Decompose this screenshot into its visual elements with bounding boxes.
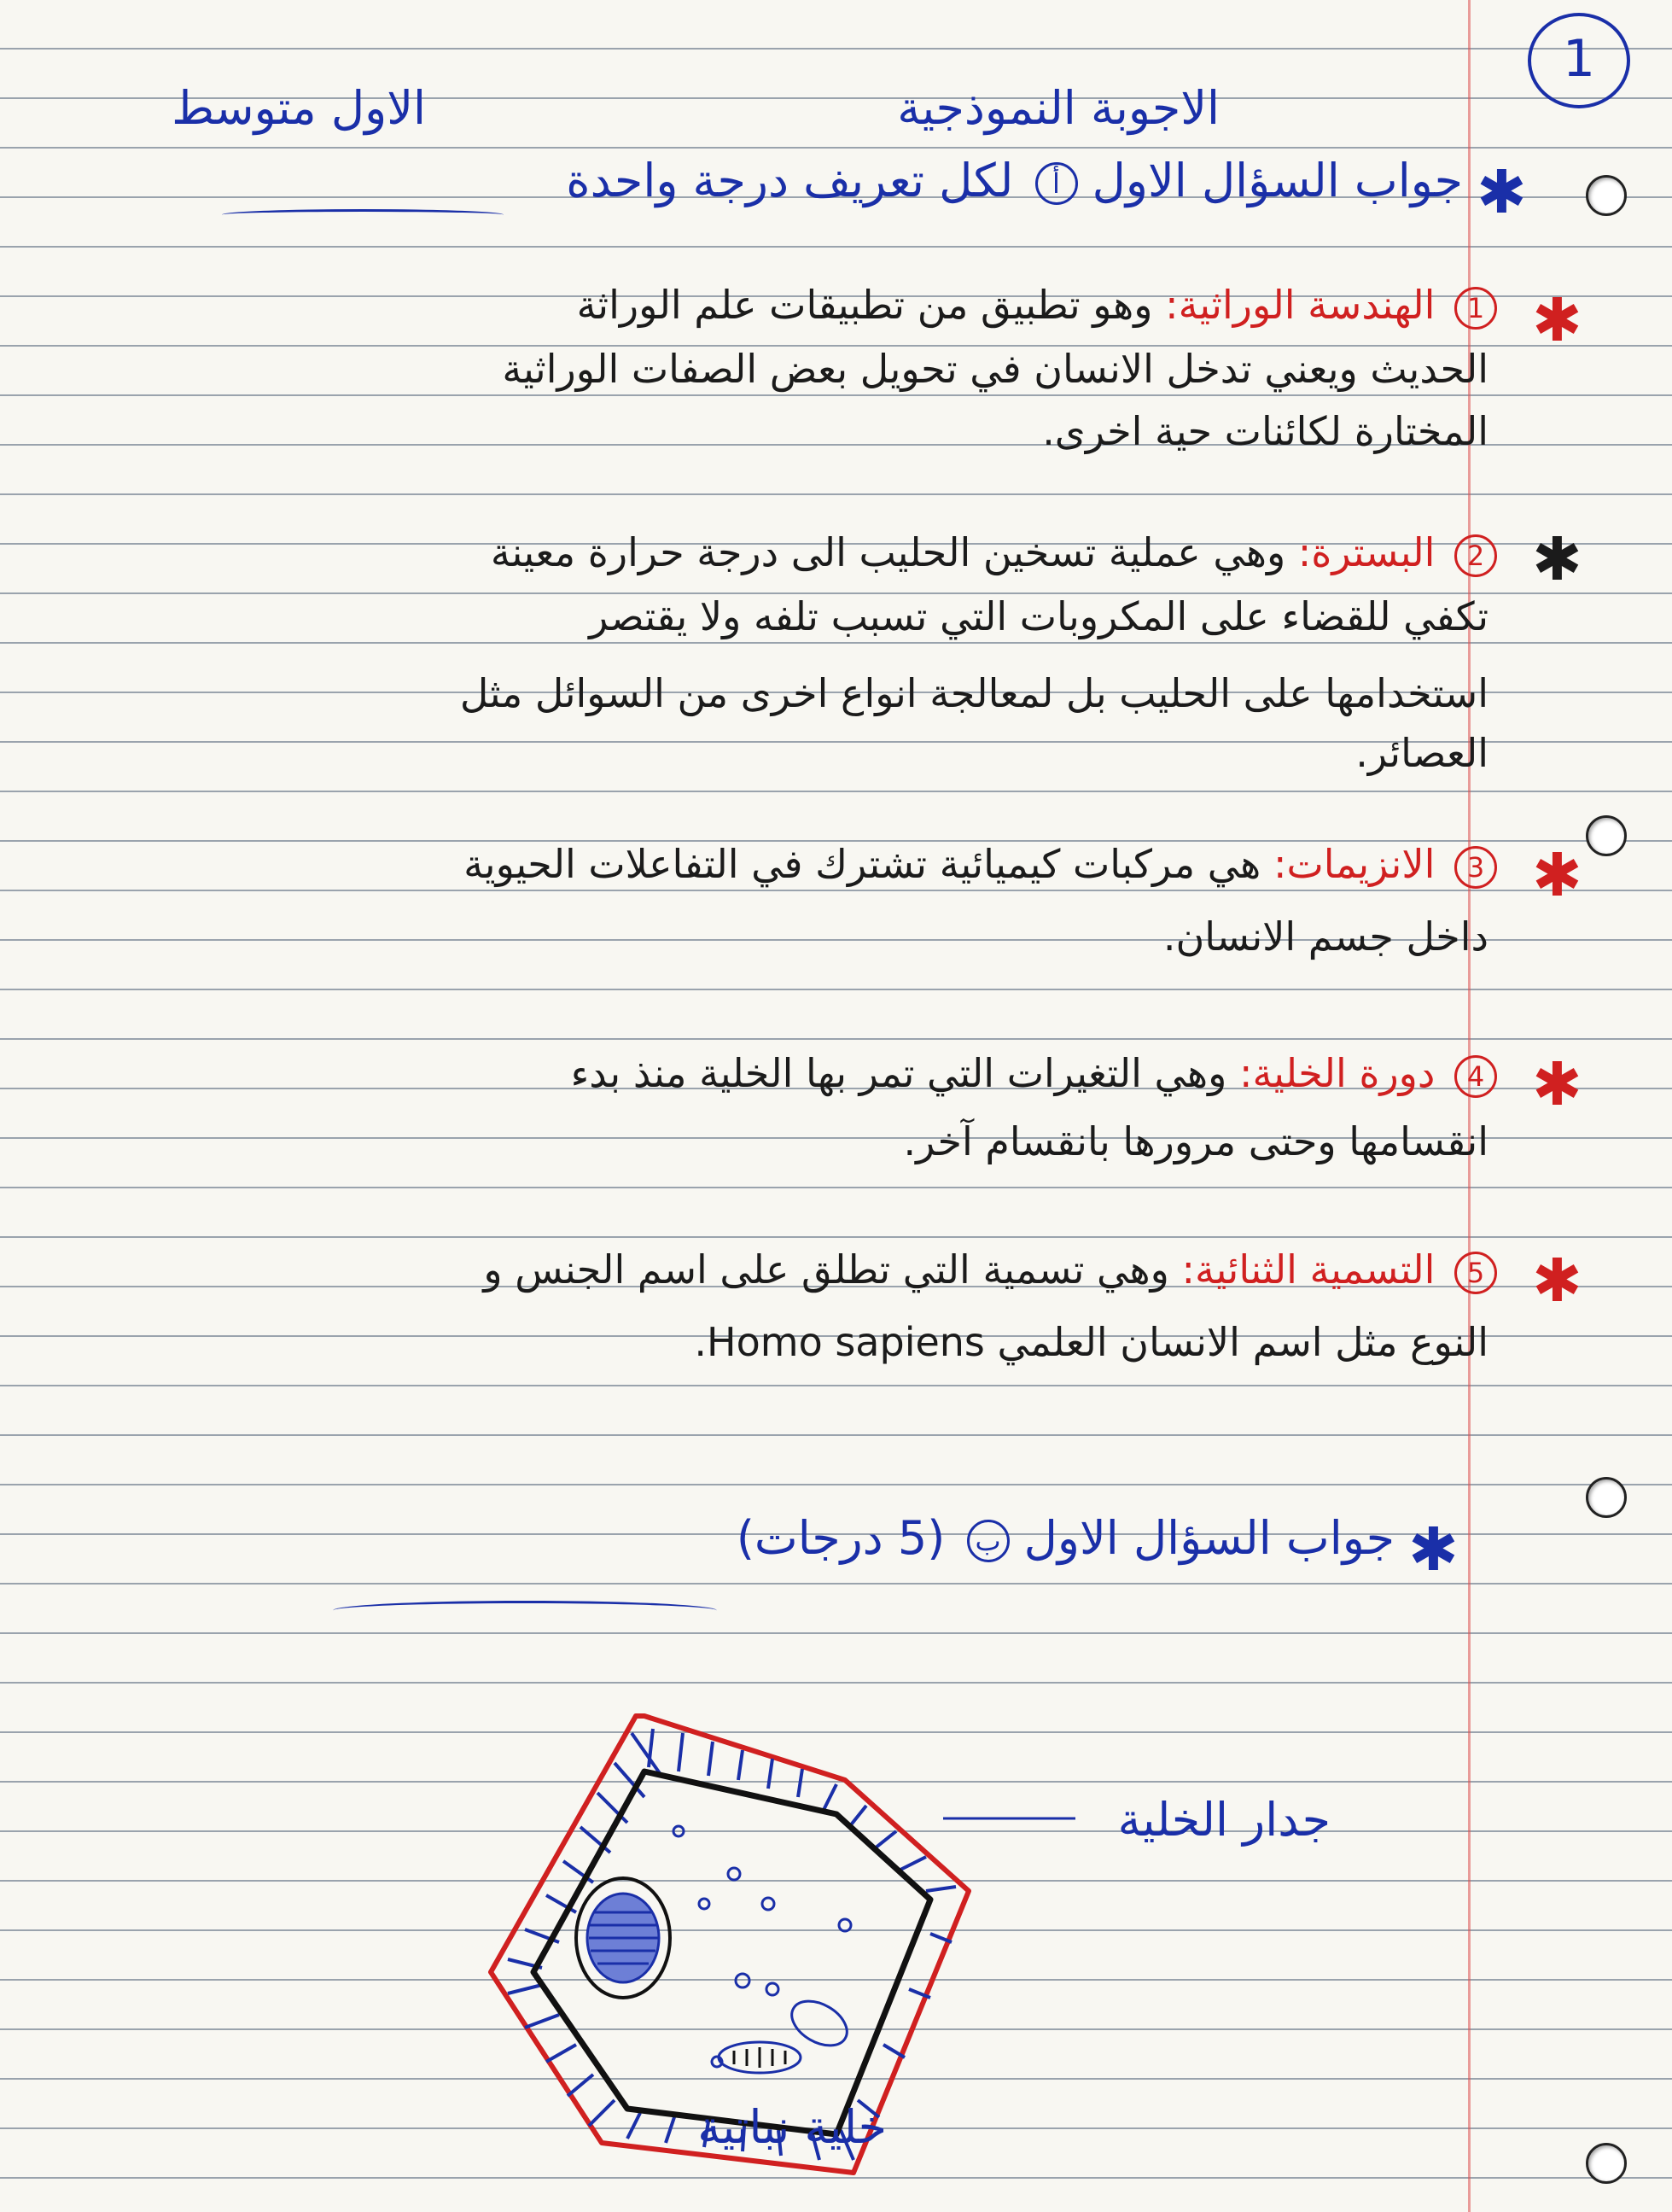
marks-underline xyxy=(333,1601,717,1620)
binder-hole xyxy=(1586,175,1627,216)
definition-1-text: وهو تطبيق من تطبيقات علم الوراثة xyxy=(576,282,1153,328)
definition-4-term: دورة الخلية: xyxy=(1238,1050,1436,1096)
q1b-branch: ب xyxy=(967,1520,1010,1562)
binder-hole xyxy=(1586,1477,1627,1518)
grade-label: الاول متوسط xyxy=(172,81,426,135)
definition-1-line-3: المختارة لكائنات حية اخرى. xyxy=(1042,408,1488,454)
asterisk-icon: ✱ xyxy=(1408,1515,1459,1585)
definition-5-number: 5 xyxy=(1454,1252,1497,1294)
definition-1-line-1 xyxy=(577,282,1497,330)
binder-hole xyxy=(1586,2143,1627,2184)
definition-1-term: الهندسة الوراثية: xyxy=(1165,282,1436,328)
q1b-heading xyxy=(737,1511,1395,1565)
definition-2-line-3: استخدامها على الحليب بل لمعالجة انواع اخرى من السوائل مثل xyxy=(459,670,1488,716)
asterisk-icon: ✱ xyxy=(1477,157,1527,227)
definition-2-line-1 xyxy=(491,529,1497,577)
definition-2-line-2: تكفي للقضاء على المكروبات التي تسبب تلفه ولا يقتصر xyxy=(589,593,1488,639)
definition-1-line-2: الحديث ويعني تدخل الانسان في تحويل بعض الصفات الوراثية xyxy=(502,346,1488,392)
q1a-marks: لكل تعريف درجة واحدة xyxy=(566,154,1014,207)
page-number: 1 xyxy=(1528,13,1630,108)
binder-hole xyxy=(1586,815,1627,856)
definition-2-text: وهي عملية تسخين الحليب الى درجة حرارة معينة xyxy=(490,529,1286,575)
definition-5-line-1 xyxy=(483,1246,1497,1294)
mitochondria-hatch xyxy=(734,2047,785,2068)
definition-3-term: الانزيمات: xyxy=(1273,841,1436,887)
asterisk-icon: ✱ xyxy=(1532,1049,1582,1119)
q1b-title: جواب السؤال الاول xyxy=(1023,1511,1395,1565)
definition-1-number: 1 xyxy=(1454,287,1497,330)
definition-3-number: 3 xyxy=(1454,846,1497,889)
definition-4-text: وهي التغيرات التي تمر بها الخلية منذ بدء xyxy=(570,1050,1227,1096)
definition-5-text: وهي تسمية التي تطلق على اسم الجنس و xyxy=(483,1246,1169,1293)
definition-3-line-1 xyxy=(463,841,1497,889)
page-title: الاجوبة النموذجية xyxy=(897,81,1220,135)
cell-wall-label: جدار الخلية xyxy=(1117,1793,1331,1847)
q1a-branch: أ xyxy=(1035,162,1078,205)
definition-2-number: 2 xyxy=(1454,534,1497,577)
definition-2-term: البسترة: xyxy=(1297,529,1436,575)
definition-5-line-2: النوع مثل اسم الانسان العلمي Homo sapiens. xyxy=(694,1319,1488,1365)
definition-5-term: التسمية الثنائية: xyxy=(1181,1246,1436,1293)
definition-4-line-1 xyxy=(571,1050,1497,1098)
marks-underline xyxy=(222,209,504,220)
diagram-caption: خلية نباتية xyxy=(697,2100,887,2154)
q1b-marks: (5 درجات) xyxy=(736,1511,946,1565)
definition-4-number: 4 xyxy=(1454,1055,1497,1098)
asterisk-icon: ✱ xyxy=(1532,840,1582,910)
organelles xyxy=(673,1826,854,2073)
q1a-heading xyxy=(566,154,1463,207)
asterisk-icon: ✱ xyxy=(1532,524,1582,594)
definition-2-line-4: العصائر. xyxy=(1355,730,1488,776)
definition-3-line-2: داخل جسم الانسان. xyxy=(1162,913,1488,960)
asterisk-icon: ✱ xyxy=(1532,1246,1582,1316)
nucleus xyxy=(576,1878,670,1998)
definition-4-line-2: انقسامها وحتى مرورها بانقسام آخر. xyxy=(903,1118,1488,1164)
asterisk-icon: ✱ xyxy=(1532,285,1582,355)
definition-3-text: هي مركبات كيميائية تشترك في التفاعلات الحيوية xyxy=(463,841,1261,887)
q1a-title: جواب السؤال الاول xyxy=(1092,154,1463,207)
